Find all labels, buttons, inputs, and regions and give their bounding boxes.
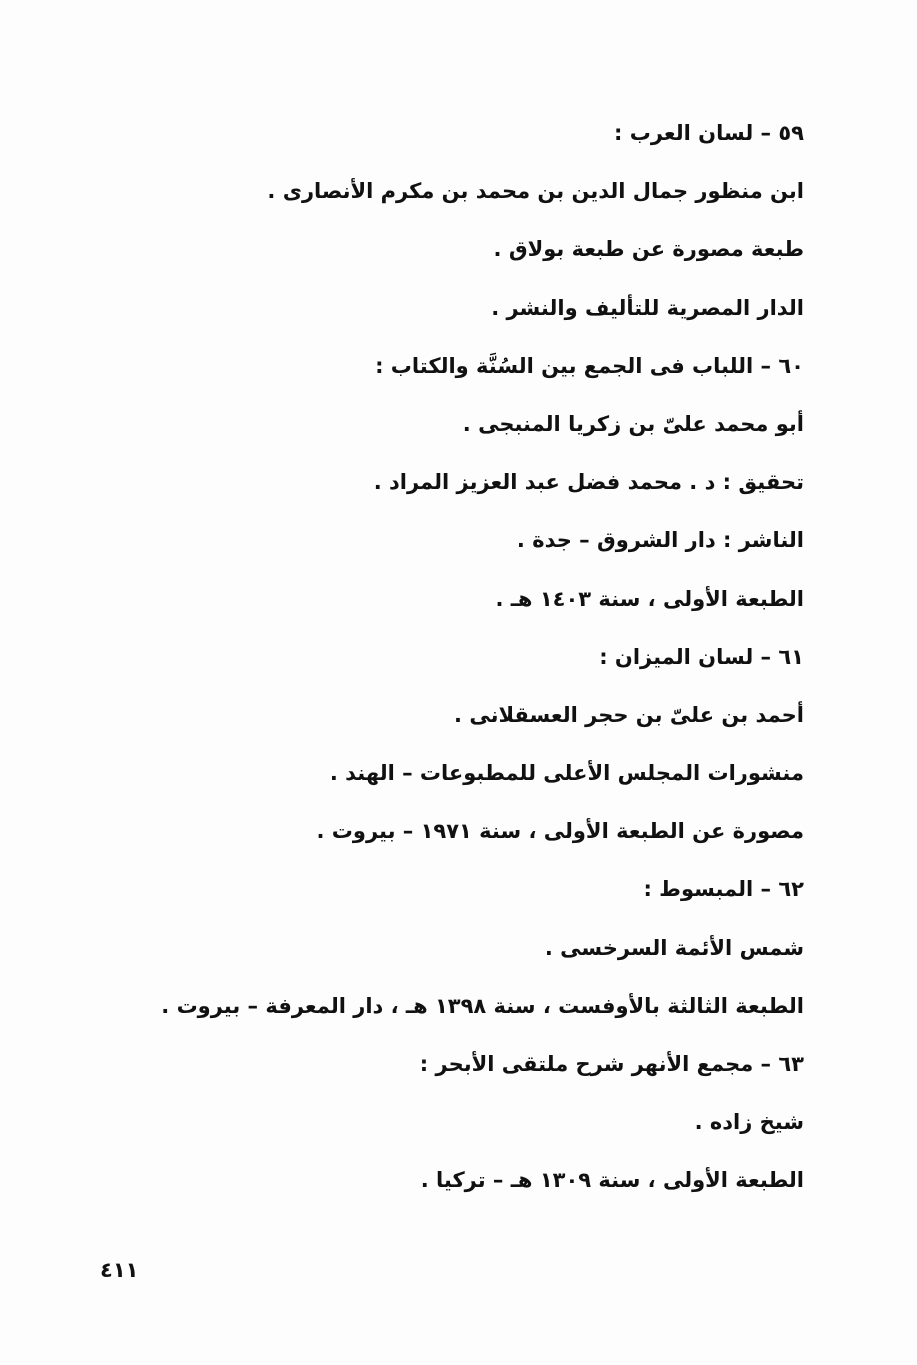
entry-63-edition: الطبعة الأولى ، سنة ١٣٠٩ هـ – تركيا . <box>420 1168 804 1193</box>
entry-60-author: أبو محمد علىّ بن زكريا المنبجى . <box>462 411 804 436</box>
entry-59-publisher: الدار المصرية للتأليف والنشر . <box>491 295 804 320</box>
entry-61-author: أحمد بن علىّ بن حجر العسقلانى . <box>454 702 804 727</box>
entry-61-edition: مصورة عن الطبعة الأولى ، سنة ١٩٧١ – بيروت . <box>316 819 804 844</box>
entry-61-publisher: منشورات المجلس الأعلى للمطبوعات – الهند . <box>329 761 804 786</box>
page-number: ٤١١ <box>100 1258 139 1282</box>
entry-62-author: شمس الأئمة السرخسى . <box>544 935 804 960</box>
entry-60-title: ٦٠ – اللباب فى الجمع بين السُنَّة والكتاب : <box>375 353 804 378</box>
entry-59-title: ٥٩ – لسان العرب : <box>614 121 804 145</box>
entry-60-publisher: الناشر : دار الشروق – جدة . <box>516 528 804 553</box>
entry-59-author: ابن منظور جمال الدين بن محمد بن مكرم الأنصارى . <box>267 179 804 204</box>
entry-62-title: ٦٢ – المبسوط : <box>643 877 804 902</box>
entry-63-title: ٦٣ – مجمع الأنهر شرح ملتقى الأبحر : <box>419 1052 804 1076</box>
entry-61-title: ٦١ – لسان الميزان : <box>599 644 804 669</box>
entry-59-edition: طبعة مصورة عن طبعة بولاق . <box>493 237 804 262</box>
entry-60-editor: تحقيق : د . محمد فضل عبد العزيز المراد . <box>373 470 804 495</box>
entry-60-edition: الطبعة الأولى ، سنة ١٤٠٣ هـ . <box>495 586 804 611</box>
entry-63-author: شيخ زاده . <box>694 1110 804 1135</box>
bibliography-list <box>161 110 804 1216</box>
entry-62-edition: الطبعة الثالثة بالأوفست ، سنة ١٣٩٨ هـ ، دار المعرفة – بيروت . <box>161 993 804 1018</box>
